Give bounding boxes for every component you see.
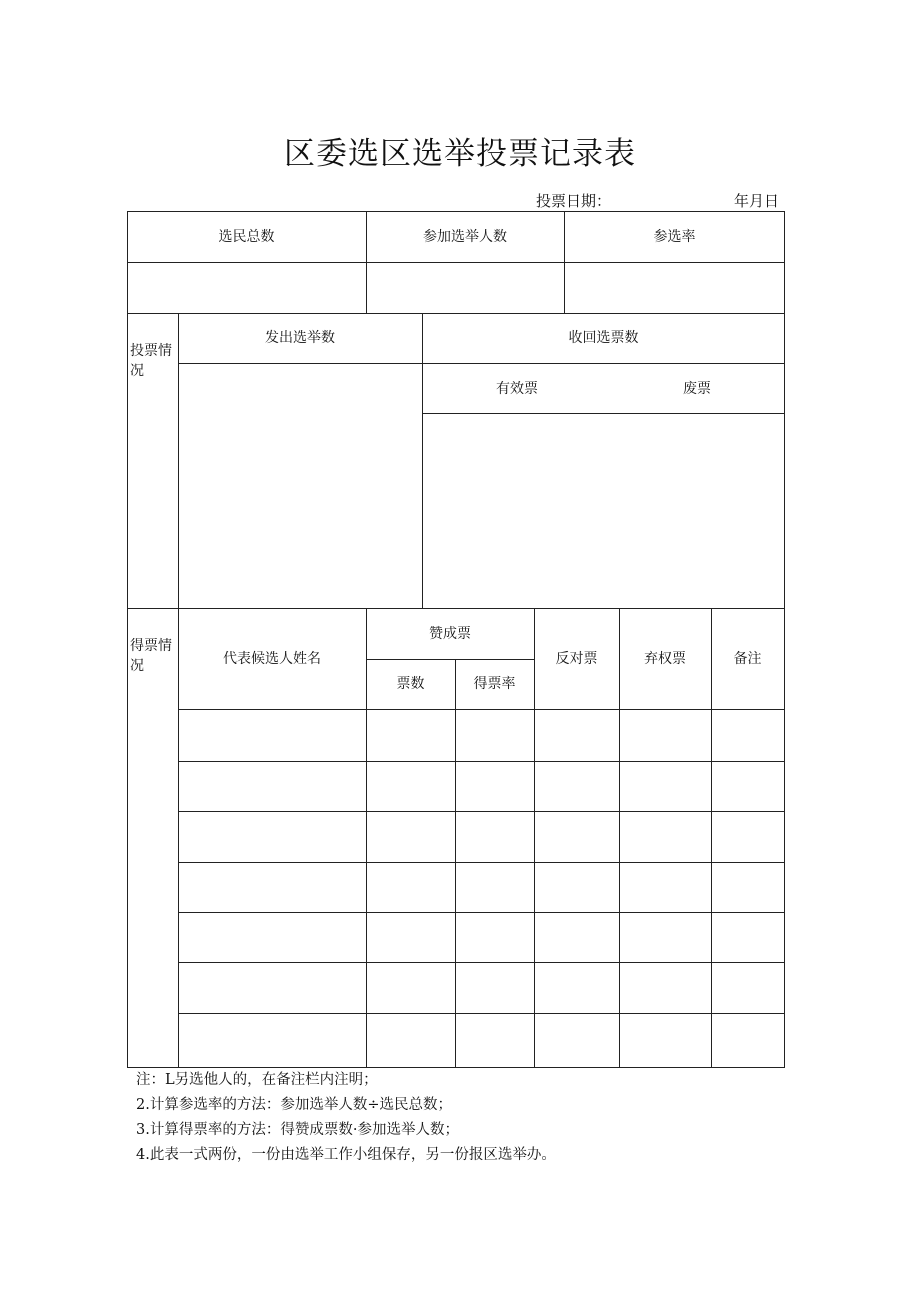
results-section-label: 得票情况: [130, 638, 172, 674]
results-col-5: [711, 608, 712, 1067]
vote-rate-header: 得票率: [473, 676, 516, 692]
results-top-line: [127, 608, 785, 609]
page-title: 区委选区选举投票记录表: [284, 136, 636, 172]
candidate-name-header: 代表候选人姓名: [223, 651, 321, 667]
vote-count-header: 票数: [396, 676, 425, 692]
table-row: [178, 962, 785, 963]
table-border-left: [127, 211, 128, 1068]
remark-header: 备注: [733, 651, 762, 667]
invalid-ballots-header: 废票: [683, 381, 711, 397]
results-col-4: [619, 608, 620, 1067]
participants-header: 参加选举人数: [423, 229, 507, 245]
vote-date-label: 投票日期：: [536, 192, 612, 210]
summary-bottom-line: [127, 313, 785, 314]
notes: [136, 1068, 556, 1168]
collected-ballots-cell[interactable]: [423, 414, 784, 608]
note-3: 3.计算得票率的方法：得赞成票数·参加选举人数；: [136, 1122, 459, 1138]
table-row: [178, 1013, 785, 1014]
table-row: [178, 912, 785, 913]
voting-section-label: 投票情况: [130, 343, 172, 379]
abstain-votes-header: 弃权票: [644, 651, 686, 667]
participation-rate-cell[interactable]: [565, 263, 784, 313]
oppose-votes-header: 反对票: [555, 651, 598, 667]
table-row: [178, 761, 785, 762]
issued-ballots-cell[interactable]: [179, 364, 422, 608]
participation-rate-header: 参选率: [653, 229, 696, 245]
table-row: [178, 811, 785, 812]
table-border-top: [127, 211, 785, 212]
participants-cell[interactable]: [367, 263, 564, 313]
valid-ballots-header: 有效票: [496, 381, 538, 397]
collected-ballots-header: 收回选票数: [568, 330, 639, 346]
total-voters-header: 选民总数: [218, 229, 275, 245]
vote-date-fields: 年月日: [734, 192, 780, 210]
note-2: 2.计算参选率的方法：参加选举人数÷选民总数；: [136, 1097, 452, 1113]
approve-subheader-line: [366, 659, 534, 660]
table-row: [178, 709, 785, 710]
table-row: [178, 862, 785, 863]
approve-votes-header: 赞成票: [429, 626, 471, 642]
vote-record-table: [127, 211, 785, 1068]
note-4: 4.此表一式两份，一份由选举工作小组保存，另一份报区选举办。: [136, 1147, 556, 1163]
issued-ballots-header: 发出选举数: [265, 330, 335, 346]
results-col-3: [534, 608, 535, 1067]
results-col-2: [455, 659, 456, 1067]
note-1: 注：L另选他人的，在备注栏内注明；: [136, 1072, 378, 1088]
total-voters-cell[interactable]: [128, 263, 366, 313]
